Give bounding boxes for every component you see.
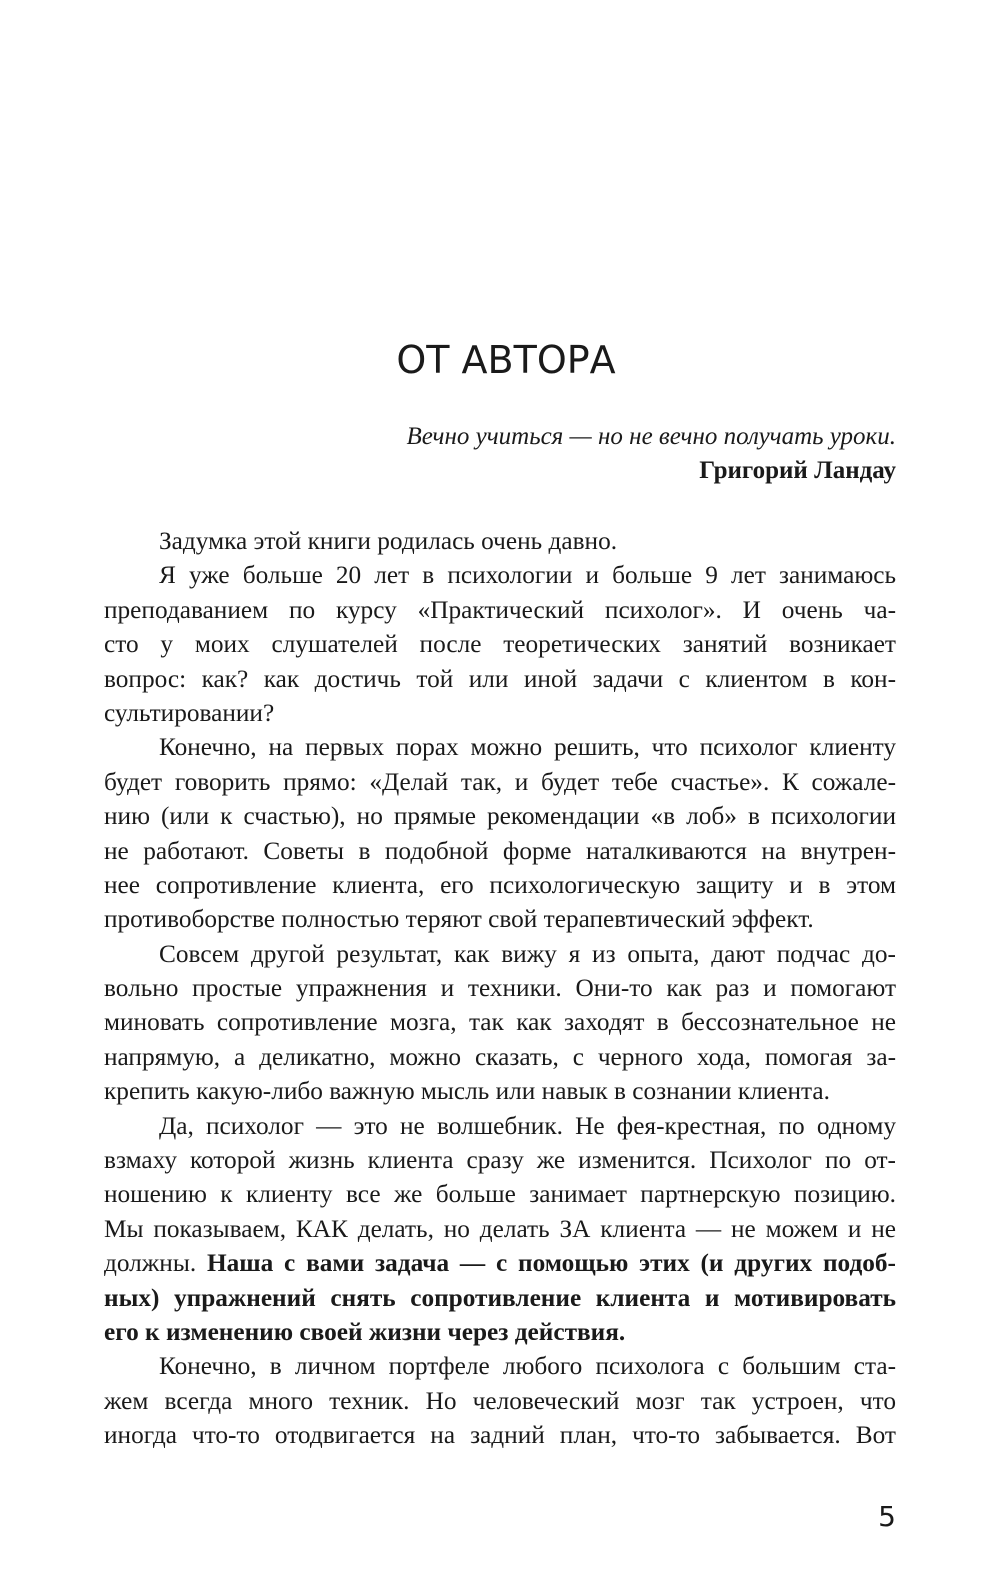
text-line: будет говорить прямо: «Делай так, и будет тебе счастье». К сожале- xyxy=(104,767,896,796)
epigraph-quote: Вечно учиться — но не вечно получать уроки. xyxy=(406,423,896,450)
text-line-mixed xyxy=(104,1246,896,1280)
epigraph xyxy=(407,420,896,488)
bold-text-line: его к изменению своей жизни через действия. xyxy=(104,1317,626,1346)
text-line: сультировании? xyxy=(104,698,275,727)
text-line: крепить какую-либо важную мысль или навык в сознании клиента. xyxy=(104,1077,830,1106)
text-line: ношению к клиенту все же больше занимает партнерскую позицию. xyxy=(104,1180,896,1209)
text-line: вопрос: как? как достичь той или иной задачи с клиентом в кон- xyxy=(104,664,896,693)
text-line: противоборстве полностью теряют свой терапевтический эффект. xyxy=(104,905,814,934)
page-number: 5 xyxy=(878,1500,896,1533)
text-line: иногда что-то отодвигается на задний план, что-то забывается. Вот xyxy=(104,1421,896,1450)
text-line: Конечно, в личном портфеле любого психолога с большим ста- xyxy=(159,1352,896,1381)
text-line: жем всегда много техник. Но человеческий мозг так устроен, что xyxy=(104,1386,896,1415)
bold-text-segment: Наша с вами задача — с помощью этих (и других подоб- xyxy=(206,1249,896,1278)
chapter-title: ОТ АВТОРА xyxy=(396,338,616,382)
epigraph-author: Григорий Ландау xyxy=(699,457,896,484)
text-line: Да, психолог — это не волшебник. Не фея-крестная, по одному xyxy=(159,1111,896,1140)
text-line: не работают. Советы в подобной форме наталкиваются на внутрен- xyxy=(104,836,896,865)
text-line: Задумка этой книги родилась очень давно. xyxy=(159,527,618,555)
text-line: нее сопротивление клиента, его психологическую защиту и в этом xyxy=(104,870,896,899)
text-line: Конечно, на первых порах можно решить, что психолог клиенту xyxy=(159,733,896,762)
bold-text-line: ных) упражнений снять сопротивление клиента и мотивировать xyxy=(104,1283,896,1312)
text-line: Мы показываем, КАК делать, но делать ЗА клиента — не можем и не xyxy=(104,1214,896,1243)
body-text xyxy=(104,524,896,1453)
text-line: взмаху которой жизнь клиента сразу же изменится. Психолог по от- xyxy=(104,1146,896,1175)
text-line: вольно простые упражнения и техники. Они-то как раз и помогают xyxy=(104,974,896,1003)
text-line: Совсем другой результат, как вижу я из опыта, дают подчас до- xyxy=(159,939,896,968)
text-line: преподаванием по курсу «Практический психолог». И очень ча- xyxy=(104,595,896,624)
text-line: сто у моих слушателей после теоретических занятий возникает xyxy=(104,630,896,659)
text-line: нию (или к счастью), но прямые рекомендации «в лоб» в психологии xyxy=(104,802,896,831)
text-line: Я уже больше 20 лет в психологии и больше 9 лет занимаюсь xyxy=(159,561,896,590)
text-segment: должны. xyxy=(104,1249,207,1278)
text-line: напрямую, а деликатно, можно сказать, с черного хода, помогая за- xyxy=(104,1042,896,1071)
text-line: миновать сопротивление мозга, так как заходят в бессознательное не xyxy=(104,1008,896,1037)
